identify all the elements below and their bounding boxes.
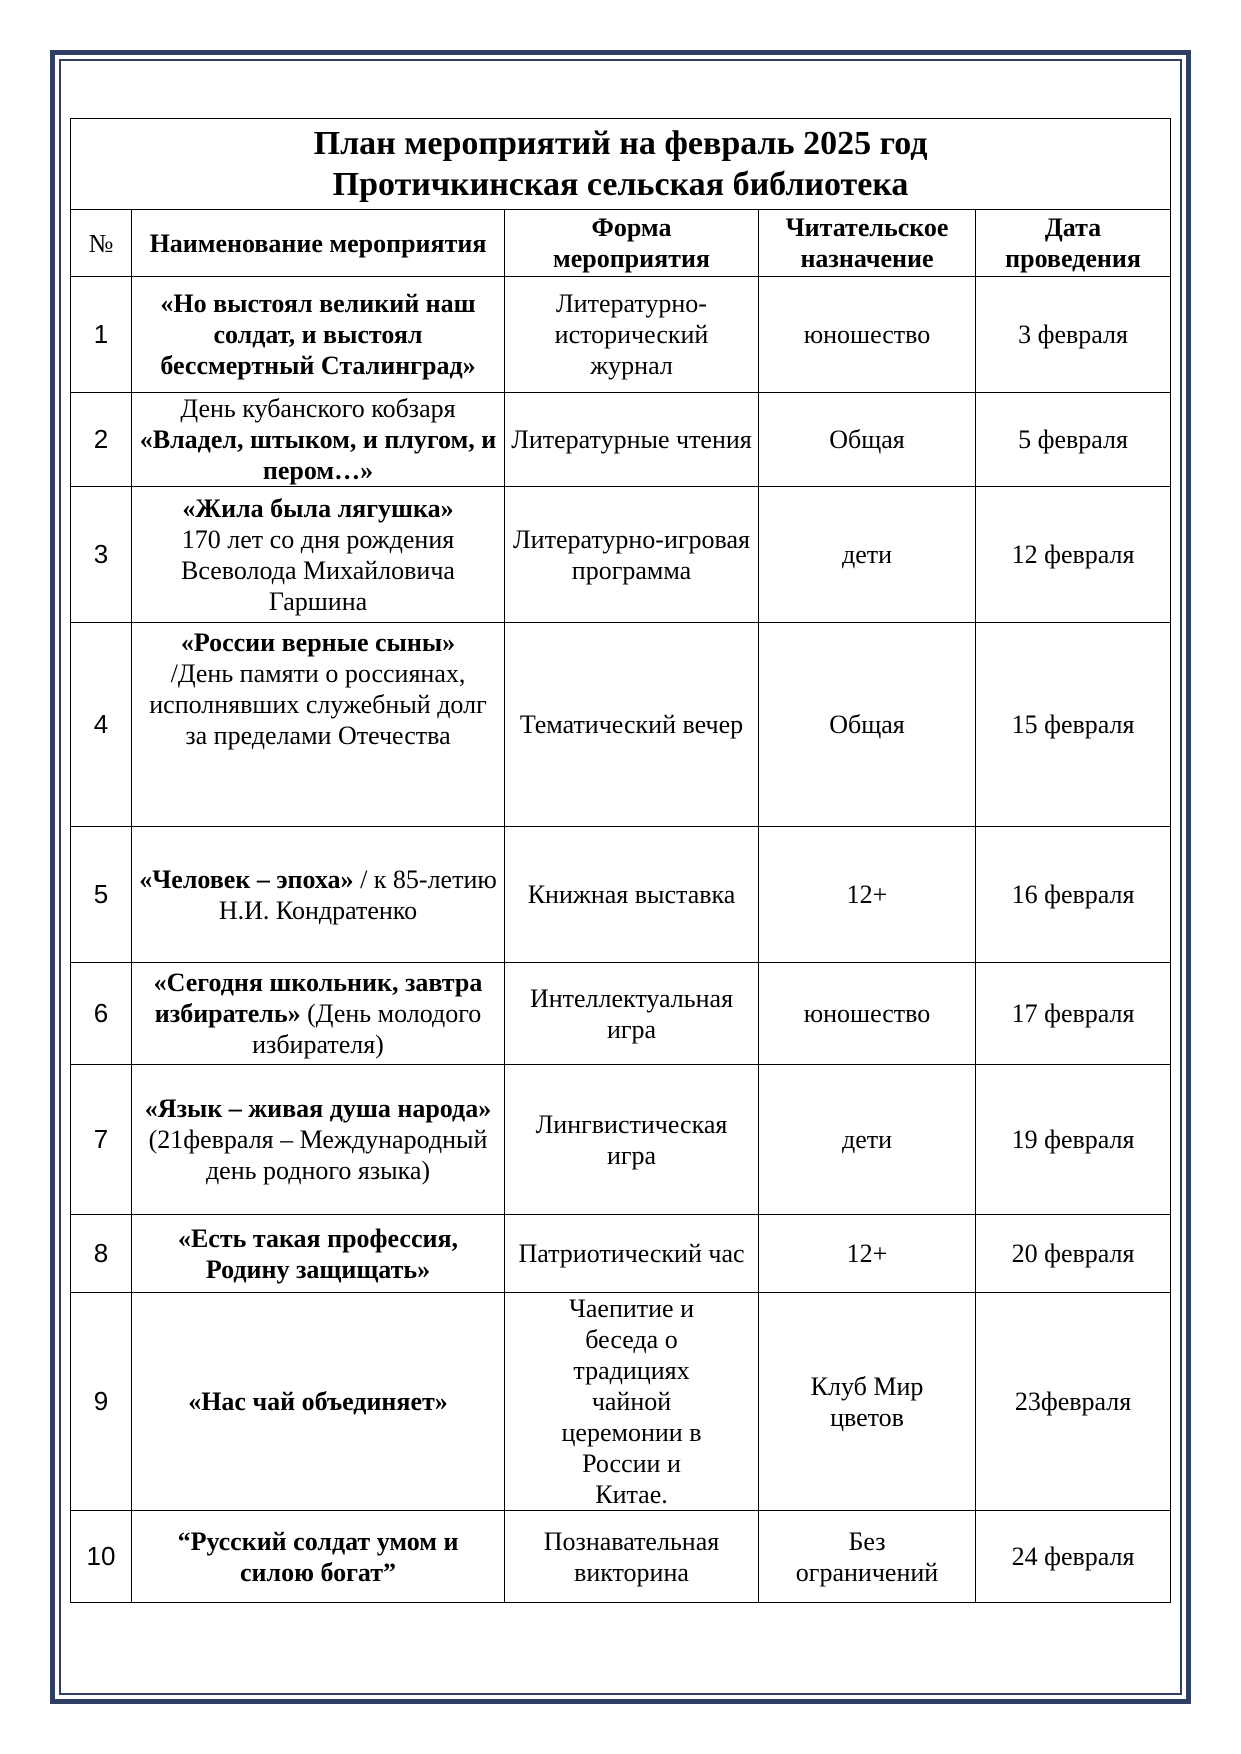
event-title: «Язык – живая душа народа»: [144, 1094, 492, 1123]
event-title: «Есть такая профессия, Родину защищать»: [177, 1223, 459, 1284]
event-subtitle: (День молодого избирателя): [252, 999, 482, 1059]
row-number: 2: [71, 393, 132, 487]
event-audience: 12+: [759, 827, 976, 963]
event-form: Чаепитие и беседа о традициях чайной церемонии в России и Китае.: [505, 1293, 759, 1511]
event-audience: дети: [759, 487, 976, 623]
event-name: [132, 1065, 505, 1215]
row-number: 4: [71, 623, 132, 827]
event-title: «Но выстоял великий наш солдат, и выстоял бессмертный Сталинград»: [160, 289, 476, 380]
event-date: 24 февраля: [976, 1511, 1171, 1603]
row-number: 10: [71, 1511, 132, 1603]
table-row: [71, 623, 1171, 827]
event-name: [132, 393, 505, 487]
row-number: 8: [71, 1215, 132, 1293]
column-header-num: №: [71, 210, 132, 277]
title-line-1: План мероприятий на февраль 2025 год: [313, 125, 928, 162]
row-number: 3: [71, 487, 132, 623]
table-row: [71, 1215, 1171, 1293]
event-form: Литературные чтения: [505, 393, 759, 487]
event-name: [132, 623, 505, 827]
event-audience: юношество: [759, 277, 976, 393]
row-number: 5: [71, 827, 132, 963]
event-title: «Владел, штыком, и плугом, и пером…»: [139, 425, 497, 485]
event-audience: Без ограничений: [759, 1511, 976, 1603]
event-form: Книжная выставка: [505, 827, 759, 963]
event-subtitle: (21февраля – Международный день родного языка): [148, 1125, 488, 1185]
title-line-2: Протичкинская сельская библиотека: [332, 166, 909, 203]
page-title: [71, 119, 1171, 210]
event-date: 5 февраля: [976, 393, 1171, 487]
event-form: Тематический вечер: [505, 623, 759, 827]
event-date: 19 февраля: [976, 1065, 1171, 1215]
row-number: 1: [71, 277, 132, 393]
table-row: [71, 1065, 1171, 1215]
event-audience: юношество: [759, 963, 976, 1065]
row-number: 9: [71, 1293, 132, 1511]
table-row: [71, 393, 1171, 487]
table-row: [71, 963, 1171, 1065]
row-number: 7: [71, 1065, 132, 1215]
event-form: Патриотический час: [505, 1215, 759, 1293]
table-row: [71, 1511, 1171, 1603]
column-header-date: Дата проведения: [976, 210, 1171, 277]
table-row: [71, 277, 1171, 393]
table-row: [71, 1293, 1171, 1511]
table-row: [71, 487, 1171, 623]
column-header-audience: Читательское назначение: [759, 210, 976, 277]
column-header-name: Наименование мероприятия: [132, 210, 505, 277]
event-subtitle: День кубанского кобзаря: [180, 394, 456, 423]
event-name: [132, 1511, 505, 1603]
events-table: [70, 118, 1171, 1603]
event-date: 20 февраля: [976, 1215, 1171, 1293]
event-date: 3 февраля: [976, 277, 1171, 393]
event-subtitle: / к 85-летию Н.И. Кондратенко: [218, 864, 497, 925]
event-date: 16 февраля: [976, 827, 1171, 963]
event-subtitle: /День памяти о россиянах, исполнявших служебный долг за пределами Отечества: [149, 659, 487, 750]
event-name: [132, 1293, 505, 1511]
event-name: [132, 487, 505, 623]
event-audience: 12+: [759, 1215, 976, 1293]
table-row: [71, 827, 1171, 963]
event-date: 23февраля: [976, 1293, 1171, 1511]
title-row: [71, 119, 1171, 210]
event-name: [132, 827, 505, 963]
row-number: 6: [71, 963, 132, 1065]
event-date: 12 февраля: [976, 487, 1171, 623]
event-title: “Русский солдат умом и силою богат”: [177, 1526, 459, 1587]
event-title: «Человек – эпоха»: [139, 864, 354, 894]
column-header-row: [71, 210, 1171, 277]
event-form: Познавательная викторина: [505, 1511, 759, 1603]
event-title: «Жила была лягушка»: [182, 493, 454, 523]
event-name: [132, 1215, 505, 1293]
column-header-form: Форма мероприятия: [505, 210, 759, 277]
event-date: 15 февраля: [976, 623, 1171, 827]
event-name: [132, 963, 505, 1065]
event-form: Лингвистическая игра: [505, 1065, 759, 1215]
event-date: 17 февраля: [976, 963, 1171, 1065]
event-audience: Общая: [759, 623, 976, 827]
event-name: [132, 277, 505, 393]
event-form: Литературно-исторический журнал: [505, 277, 759, 393]
event-form: Интеллектуальная игра: [505, 963, 759, 1065]
event-title: «России верные сыны»: [180, 628, 456, 657]
event-audience: Общая: [759, 393, 976, 487]
event-title: «Нас чай объединяет»: [188, 1387, 448, 1416]
event-title: «Сегодня школьник, завтра избиратель»: [153, 968, 483, 1028]
event-audience: Клуб Мир цветов: [759, 1293, 976, 1511]
event-audience: дети: [759, 1065, 976, 1215]
event-form: Литературно-игровая программа: [505, 487, 759, 623]
event-subtitle: 170 лет со дня рождения Всеволода Михайловича Гаршина: [181, 524, 455, 616]
